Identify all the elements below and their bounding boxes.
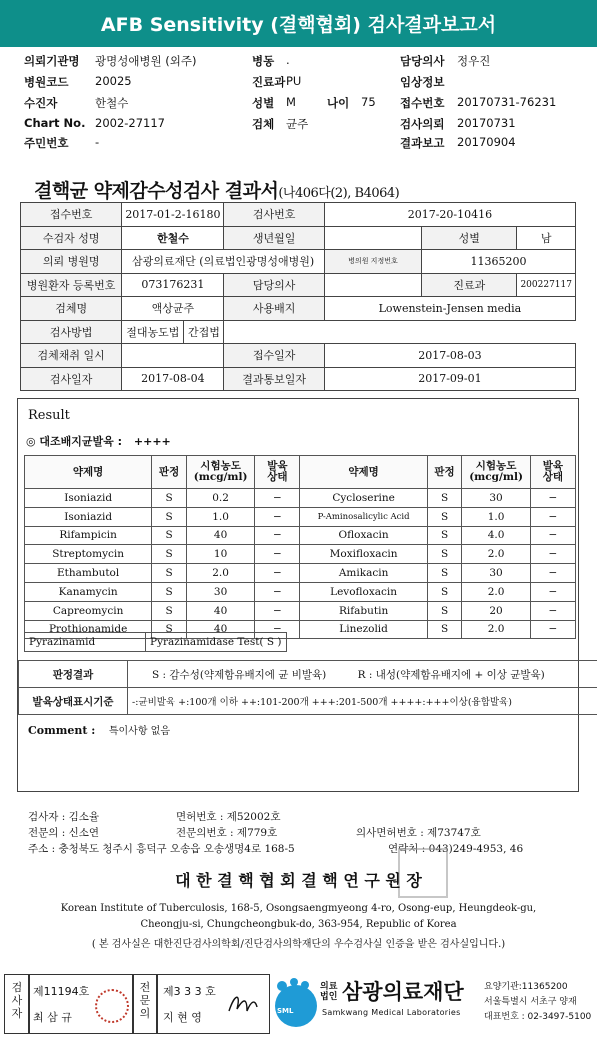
specialist-license: 전문의번호 : 제779호 (176, 827, 278, 839)
drug-name: P-Aminosalicylic Acid (300, 507, 427, 526)
table-row (21, 273, 576, 297)
drug-conc: 30 (462, 489, 530, 508)
col-growth-line2: 상태 (542, 471, 564, 483)
table-row (21, 226, 576, 250)
drug-conc: 4.0 (462, 526, 530, 545)
col-conc (186, 456, 254, 489)
drug-judge: S (152, 507, 187, 526)
judgement-table (18, 660, 597, 715)
info-value: Lowenstein-Jensen media (324, 297, 575, 321)
drug-conc: 2.0 (462, 620, 530, 639)
drug-growth: − (255, 620, 300, 639)
comment-label: Comment : (28, 724, 96, 737)
info-key: 진료과 (422, 273, 517, 297)
info-key: 결과통보일자 (224, 367, 324, 391)
drug-growth: − (530, 564, 575, 583)
table-row (19, 688, 597, 715)
tester-signature-name: 최 삼 규 (33, 1011, 72, 1024)
tester-label-box (4, 974, 30, 1034)
drug-conc: 2.0 (462, 545, 530, 564)
label-sex: 성별 (252, 96, 275, 110)
drug-judge: S (152, 601, 187, 620)
label-request-date: 검사의뢰 (400, 117, 445, 131)
judge-susceptible: S : 감수성(약제함유배지에 균 비발육) (152, 668, 327, 681)
value-request-date: 20170731 (457, 116, 516, 130)
label-specimen: 검체 (252, 117, 275, 131)
document-title-main: 결핵균 약제감수성검사 결과서 (34, 180, 279, 202)
col-conc-line2: (mcg/ml) (193, 471, 248, 483)
info-key: 검사일자 (21, 367, 122, 391)
corp-address: 서울특별시 서초구 양재 (484, 997, 577, 1007)
drug-name: Kanamycin (25, 582, 152, 601)
drug-growth: − (255, 601, 300, 620)
info-value: 남 (517, 226, 576, 250)
value-ward: . (286, 53, 290, 67)
value-hospital-code: 20025 (95, 74, 132, 88)
col-growth-line2: 상태 (267, 471, 288, 483)
value-sex: M (286, 95, 296, 109)
table-row (25, 564, 576, 583)
table-row (21, 320, 576, 344)
info-value: 삼광의료재단 (의료법인광명성애병원) (122, 250, 325, 274)
table-row (25, 633, 287, 652)
label-ward: 병동 (252, 54, 275, 68)
info-key: 수검자 성명 (21, 226, 122, 250)
info-value: 2017-20-10416 (324, 203, 575, 227)
drug-judge: S (427, 507, 462, 526)
drug-name: Moxifloxacin (300, 545, 427, 564)
drug-judge: S (427, 601, 462, 620)
specialist-label: 전문의 (139, 981, 151, 1020)
drug-judge: S (427, 564, 462, 583)
col-conc-line2: (mcg/ml) (469, 471, 523, 483)
tester-number: 제11194호 (33, 985, 90, 998)
table-row (25, 489, 576, 508)
drug-conc: 10 (186, 545, 254, 564)
tester-box (28, 974, 134, 1034)
drug-growth: − (255, 582, 300, 601)
sml-badge: SML (277, 1007, 294, 1015)
corp-name: 삼광의료재단 (342, 980, 464, 1004)
info-key: 생년월일 (224, 226, 324, 250)
value-chart-no: 2002-27117 (95, 116, 165, 130)
info-key: 검사번호 (224, 203, 324, 227)
drug-conc: 2.0 (462, 582, 530, 601)
tester-label: 검사자 (11, 981, 23, 1020)
pza-result: Pyrazinamidase Test( S ) (146, 633, 287, 652)
table-row (25, 601, 576, 620)
drug-name: Prothionamide (25, 620, 152, 639)
info-value: 2017-08-04 (122, 367, 224, 391)
result-heading: Result (28, 408, 70, 423)
info-value: 액상균주 (122, 297, 224, 321)
control-growth-label: ◎ 대조배지균발육 : (26, 435, 123, 448)
col-conc (462, 456, 530, 489)
drug-judge: S (152, 545, 187, 564)
info-value: 073176231 (122, 273, 224, 297)
label-receipt-no: 접수번호 (400, 96, 445, 110)
drug-sensitivity-table (24, 455, 576, 639)
col-growth-line1: 발육 (542, 460, 564, 472)
drug-name: Rifampicin (25, 526, 152, 545)
table-row (21, 297, 576, 321)
drug-judge: S (152, 582, 187, 601)
drug-growth: − (255, 564, 300, 583)
drug-growth: − (255, 545, 300, 564)
drug-growth: − (255, 489, 300, 508)
drug-growth: − (530, 526, 575, 545)
value-institution: 광명성애병원 (외주) (95, 54, 197, 68)
drug-judge: S (427, 526, 462, 545)
info-key: 검체명 (21, 297, 122, 321)
corp-type-line2: 법인 (320, 992, 338, 1002)
info-key: 병의원 지정번호 (324, 250, 421, 274)
specialist-label-box (132, 974, 158, 1034)
info-value (122, 344, 224, 368)
drug-judge: S (427, 489, 462, 508)
label-age: 나이 (327, 96, 350, 110)
info-key: 접수일자 (224, 344, 324, 368)
info-value: 2017-08-03 (324, 344, 575, 368)
comment (28, 722, 170, 737)
col-conc-line1: 시험농도 (475, 460, 517, 472)
info-value: 11365200 (422, 250, 576, 274)
stamp-icon (95, 989, 129, 1023)
col-growth (255, 456, 300, 489)
sml-logo-icon (270, 976, 318, 1030)
tester-license: 면허번호 : 제52002호 (176, 811, 281, 823)
col-judge: 판정 (152, 456, 187, 489)
value-department: PU (286, 74, 302, 88)
drug-name: Isoniazid (25, 489, 152, 508)
drug-conc: 1.0 (186, 507, 254, 526)
corp-phone: 대표번호 : 02-3497-5100 (484, 1012, 592, 1022)
drug-growth: − (530, 582, 575, 601)
drug-name: Amikacin (300, 564, 427, 583)
control-growth (26, 433, 171, 449)
drug-growth: − (530, 489, 575, 508)
info-key: 성별 (422, 226, 517, 250)
drug-conc: 40 (186, 526, 254, 545)
drug-conc: 1.0 (462, 507, 530, 526)
document-title-code: (나406다(2), B4064) (278, 186, 400, 201)
drug-judge: S (152, 526, 187, 545)
value-receipt-no: 20170731-76231 (457, 95, 557, 109)
info-empty (224, 320, 576, 344)
patient-info-table (20, 202, 576, 391)
drug-name: Levofloxacin (300, 582, 427, 601)
label-department: 진료과 (252, 75, 286, 89)
drug-name: Capreomycin (25, 601, 152, 620)
info-key: 검사방법 (21, 320, 122, 344)
table-row (25, 582, 576, 601)
judge-label: 판정결과 (19, 661, 128, 688)
specialist-number: 제3 3 3 호 (163, 985, 216, 998)
value-patient: 한철수 (95, 96, 129, 110)
institute-name-ko: 대 한 결 핵 협 회 결 핵 연 구 원 장 (175, 871, 422, 890)
drug-table-body (25, 489, 576, 639)
info-value: 2017-09-01 (324, 367, 575, 391)
drug-name: Linezolid (300, 620, 427, 639)
institute-name-en: Korean Institute of Tuberculosis, 168-5, Osongsaengmyeong 4-ro, Osong-eup, Heungdeok-gu, (60, 903, 537, 914)
drug-conc: 40 (186, 601, 254, 620)
info-value: 2017-01-2-16180 (122, 203, 224, 227)
drug-judge: S (427, 582, 462, 601)
drug-growth: − (530, 601, 575, 620)
document-title (34, 176, 399, 203)
drug-judge: S (152, 489, 187, 508)
corp-type (320, 982, 337, 1002)
footer (0, 970, 597, 1039)
drug-name: Isoniazid (25, 507, 152, 526)
drug-name: Ofloxacin (300, 526, 427, 545)
label-resident-no: 주민번호 (24, 136, 69, 150)
institute-address-en: Cheongju-si, Chungcheongbuk-do, 363-954, Republic of Korea (140, 919, 457, 930)
col-conc-line1: 시험농도 (200, 460, 241, 472)
table-header-row (25, 456, 576, 489)
info-key: 검체채취 일시 (21, 344, 122, 368)
drug-judge: S (152, 564, 187, 583)
col-growth (530, 456, 575, 489)
drug-name: Rifabutin (300, 601, 427, 620)
growth-criteria-text: -:균비발육 +:100개 이하 ++:101-200개 +++:201-500개 ++++:+++이상(융합발육) (128, 688, 597, 715)
specialist-signature-name: 지 현 영 (163, 1011, 202, 1024)
judge-criteria (128, 661, 597, 688)
specialist-name: 전문의 : 신소연 (28, 827, 100, 839)
comment-value: 특이사항 없음 (108, 726, 170, 737)
tester-name: 검사자 : 김소율 (28, 811, 100, 823)
info-value: 한철수 (122, 226, 224, 250)
info-key: 담당의사 (224, 273, 324, 297)
label-hospital-code: 병원코드 (24, 75, 69, 89)
label-chart-no: Chart No. (24, 116, 86, 130)
value-doctor: 정우진 (457, 54, 491, 68)
table-row (21, 250, 576, 274)
certification-note: ( 본 검사실은 대한진단검사의학회/진단검사의학재단의 우수검사실 인증을 받은 검사실입니다.) (91, 939, 506, 950)
institute-phone: 연락처 : 043)249-4953, 46 (388, 843, 524, 855)
value-specimen: 균주 (286, 117, 309, 131)
drug-conc: 20 (462, 601, 530, 620)
table-row (21, 203, 576, 227)
col-growth-line1: 발육 (267, 460, 288, 472)
drug-judge: S (152, 620, 187, 639)
drug-conc: 30 (462, 564, 530, 583)
info-value (324, 226, 421, 250)
pyrazinamide-row (24, 632, 287, 652)
signature-icon (225, 989, 261, 1019)
info-value: 200227117 (517, 273, 576, 297)
doctor-license: 의사면허번호 : 제73747호 (356, 827, 481, 839)
info-value: 절대농도법 (122, 320, 184, 344)
drug-name: Streptomycin (25, 545, 152, 564)
drug-name: Ethambutol (25, 564, 152, 583)
info-value: 간접법 (184, 320, 224, 344)
care-institution-no: 요양기관:11365200 (484, 982, 568, 992)
table-row (25, 507, 576, 526)
drug-growth: − (530, 545, 575, 564)
drug-conc: 30 (186, 582, 254, 601)
label-patient: 수진자 (24, 96, 58, 110)
growth-criteria-label: 발육상태표시기준 (19, 688, 128, 715)
value-age: 75 (361, 95, 376, 109)
label-clinical-info: 임상정보 (400, 75, 445, 89)
value-resident-no: - (95, 135, 100, 149)
institute-address: 주소 : 충청북도 청주시 흥덕구 오송읍 오송생명4로 168-5 (28, 843, 295, 855)
table-row (25, 545, 576, 564)
value-report-date: 20170904 (457, 135, 516, 149)
table-row (19, 661, 597, 688)
corp-type-line1: 의료 (320, 982, 338, 992)
report-header (0, 49, 597, 155)
info-key: 병원환자 등록번호 (21, 273, 122, 297)
drug-growth: − (255, 526, 300, 545)
specialist-box (156, 974, 270, 1034)
drug-judge: S (427, 620, 462, 639)
control-growth-value: ++++ (133, 435, 171, 448)
table-row (21, 367, 576, 391)
table-row (25, 526, 576, 545)
table-row (21, 344, 576, 368)
info-key: 의뢰 병원명 (21, 250, 122, 274)
judge-resistant: R : 내성(약제함유배지에 + 이상 균발육) (357, 668, 545, 681)
report-title: AFB Sensitivity (결핵협회) 검사결과보고서 (0, 0, 597, 47)
drug-growth: − (530, 507, 575, 526)
col-judge: 판정 (427, 456, 462, 489)
drug-name: Cycloserine (300, 489, 427, 508)
label-institution: 의뢰기관명 (24, 54, 80, 68)
drug-judge: S (427, 545, 462, 564)
col-drug-name: 약제명 (25, 456, 152, 489)
drug-conc: 2.0 (186, 564, 254, 583)
corp-name-en: Samkwang Medical Laboratories (322, 1008, 461, 1017)
drug-growth: − (255, 507, 300, 526)
col-drug-name: 약제명 (300, 456, 427, 489)
drug-growth: − (530, 620, 575, 639)
info-value (324, 273, 421, 297)
pza-name: Pyrazinamid (25, 633, 146, 652)
drug-conc: 40 (186, 620, 254, 639)
label-doctor: 담당의사 (400, 54, 445, 68)
label-report-date: 결과보고 (400, 136, 445, 150)
info-key: 사용배지 (224, 297, 324, 321)
info-key: 접수번호 (21, 203, 122, 227)
drug-conc: 0.2 (186, 489, 254, 508)
